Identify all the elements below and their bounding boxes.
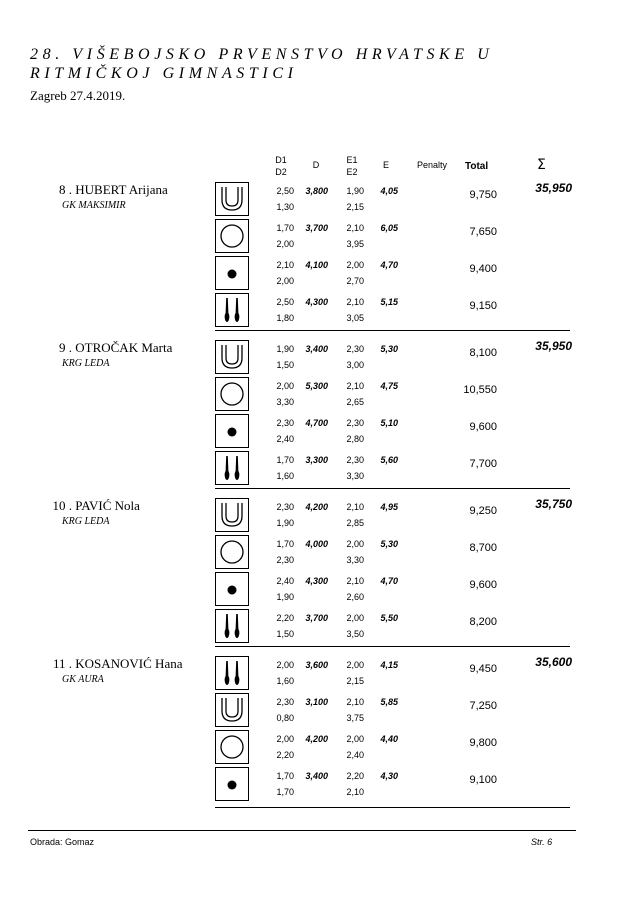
routine-row bbox=[0, 656, 629, 690]
score-e: 5,30 bbox=[380, 344, 398, 354]
athlete-all-around-total: 35,750 bbox=[535, 497, 572, 511]
score-e2: 2,60 bbox=[346, 592, 364, 602]
score-d1: 2,50 bbox=[276, 186, 294, 196]
score-d: 4,300 bbox=[305, 576, 328, 586]
hoop-icon bbox=[216, 499, 248, 531]
ball-icon bbox=[216, 378, 248, 410]
score-e1: 1,90 bbox=[346, 186, 364, 196]
clubs-icon bbox=[216, 657, 248, 689]
score-e1: 2,30 bbox=[346, 344, 364, 354]
athlete-block bbox=[0, 182, 629, 342]
athlete-rank: 9 . bbox=[59, 340, 72, 355]
score-d1: 2,30 bbox=[276, 418, 294, 428]
score-e2: 3,30 bbox=[346, 471, 364, 481]
score-e2: 3,00 bbox=[346, 360, 364, 370]
apparatus-box bbox=[215, 293, 249, 327]
score-e1: 2,10 bbox=[346, 297, 364, 307]
score-total: 9,250 bbox=[469, 505, 497, 517]
footer-left: Obrada: Gomaz bbox=[30, 837, 95, 847]
score-d2: 2,40 bbox=[276, 434, 294, 444]
apparatus-box bbox=[215, 498, 249, 532]
score-e: 4,15 bbox=[380, 660, 398, 670]
score-e: 4,70 bbox=[380, 576, 398, 586]
score-e: 5,50 bbox=[380, 613, 398, 623]
ball-icon bbox=[216, 536, 248, 568]
athlete-name: OTROČAK Marta bbox=[75, 340, 173, 355]
score-d1: 2,40 bbox=[276, 576, 294, 586]
rope-icon bbox=[216, 768, 248, 800]
apparatus-box bbox=[215, 656, 249, 690]
score-d1: 2,00 bbox=[276, 734, 294, 744]
score-d: 3,100 bbox=[305, 697, 328, 707]
score-total: 7,700 bbox=[469, 458, 497, 470]
routine-row bbox=[0, 693, 629, 727]
score-d: 3,700 bbox=[305, 223, 328, 233]
header-penalty: Penalty bbox=[416, 160, 448, 170]
score-total: 9,750 bbox=[469, 189, 497, 201]
score-e2: 2,70 bbox=[346, 276, 364, 286]
score-total: 9,100 bbox=[469, 774, 497, 786]
score-e2: 3,75 bbox=[346, 713, 364, 723]
event-date: Zagreb 27.4.2019. bbox=[30, 88, 126, 103]
athlete-all-around-total: 35,600 bbox=[535, 655, 572, 669]
athlete-block bbox=[0, 498, 629, 658]
athlete-divider bbox=[215, 807, 570, 808]
score-d2: 1,50 bbox=[276, 629, 294, 639]
score-d1: 1,70 bbox=[276, 539, 294, 549]
score-d2: 1,90 bbox=[276, 518, 294, 528]
score-d2: 2,20 bbox=[276, 750, 294, 760]
rope-icon bbox=[216, 257, 248, 289]
score-e1: 2,10 bbox=[346, 576, 364, 586]
footer-divider bbox=[28, 830, 576, 831]
score-d1: 2,50 bbox=[276, 297, 294, 307]
routine-row bbox=[0, 535, 629, 569]
score-d: 3,400 bbox=[305, 771, 328, 781]
header-total: Total bbox=[465, 161, 489, 172]
apparatus-box bbox=[215, 767, 249, 801]
score-d2: 1,70 bbox=[276, 787, 294, 797]
athlete-block bbox=[0, 340, 629, 500]
score-d1: 2,30 bbox=[276, 502, 294, 512]
score-d: 3,600 bbox=[305, 660, 328, 670]
routine-row bbox=[0, 451, 629, 485]
routine-row bbox=[0, 572, 629, 606]
header-sum: Σ bbox=[537, 157, 546, 173]
score-total: 8,700 bbox=[469, 542, 497, 554]
score-e: 4,95 bbox=[380, 502, 398, 512]
athlete-name: HUBERT Arijana bbox=[75, 182, 168, 197]
athlete-rank: 11 . bbox=[52, 656, 72, 671]
score-e2: 2,85 bbox=[346, 518, 364, 528]
score-e: 6,05 bbox=[380, 223, 398, 233]
routine-row bbox=[0, 182, 629, 216]
score-total: 7,250 bbox=[469, 700, 497, 712]
score-d1: 1,70 bbox=[276, 455, 294, 465]
score-d: 4,000 bbox=[305, 539, 328, 549]
hoop-icon bbox=[216, 183, 248, 215]
athlete-name: PAVIĆ Nola bbox=[75, 498, 140, 513]
score-d: 4,100 bbox=[305, 260, 328, 270]
score-e: 4,05 bbox=[380, 186, 398, 196]
score-e2: 2,65 bbox=[346, 397, 364, 407]
score-e: 4,75 bbox=[380, 381, 398, 391]
header-d2: D2 bbox=[275, 167, 287, 177]
score-d1: 2,20 bbox=[276, 613, 294, 623]
score-e: 5,10 bbox=[380, 418, 398, 428]
score-e2: 2,80 bbox=[346, 434, 364, 444]
athlete-divider bbox=[215, 488, 570, 489]
routine-row bbox=[0, 377, 629, 411]
score-d: 4,200 bbox=[305, 734, 328, 744]
score-total: 7,650 bbox=[469, 226, 497, 238]
routine-row bbox=[0, 256, 629, 290]
score-e2: 3,05 bbox=[346, 313, 364, 323]
apparatus-box bbox=[215, 535, 249, 569]
score-total: 8,200 bbox=[469, 616, 497, 628]
score-e: 5,30 bbox=[380, 539, 398, 549]
score-e1: 2,00 bbox=[346, 613, 364, 623]
athlete-club: KRG LEDA bbox=[62, 358, 110, 369]
apparatus-box bbox=[215, 451, 249, 485]
score-e2: 2,15 bbox=[346, 676, 364, 686]
score-e: 4,70 bbox=[380, 260, 398, 270]
score-total: 8,100 bbox=[469, 347, 497, 359]
score-total: 9,150 bbox=[469, 300, 497, 312]
score-e1: 2,30 bbox=[346, 418, 364, 428]
score-d2: 2,00 bbox=[276, 276, 294, 286]
score-e2: 2,15 bbox=[346, 202, 364, 212]
score-e1: 2,00 bbox=[346, 260, 364, 270]
score-d2: 1,80 bbox=[276, 313, 294, 323]
score-total: 9,800 bbox=[469, 737, 497, 749]
header-e2: E2 bbox=[346, 167, 358, 177]
score-e1: 2,20 bbox=[346, 771, 364, 781]
header-e: E bbox=[382, 160, 389, 170]
title-line-1: 28. VIŠEBOJSKO PRVENSTVO HRVATSKE U bbox=[30, 46, 494, 63]
score-d1: 2,00 bbox=[276, 660, 294, 670]
score-total: 9,400 bbox=[469, 263, 497, 275]
title-line-2: RITMIČKOJ GIMNASTICI bbox=[30, 65, 298, 82]
athlete-club: GK AURA bbox=[62, 674, 104, 685]
athlete-all-around-total: 35,950 bbox=[535, 339, 572, 353]
score-d1: 1,70 bbox=[276, 771, 294, 781]
routine-row bbox=[0, 340, 629, 374]
score-e1: 2,00 bbox=[346, 660, 364, 670]
routine-row bbox=[0, 414, 629, 448]
clubs-icon bbox=[216, 452, 248, 484]
apparatus-box bbox=[215, 693, 249, 727]
ball-icon bbox=[216, 220, 248, 252]
score-total: 9,600 bbox=[469, 579, 497, 591]
score-e2: 3,95 bbox=[346, 239, 364, 249]
score-d2: 1,60 bbox=[276, 676, 294, 686]
score-d: 3,300 bbox=[305, 455, 328, 465]
apparatus-box bbox=[215, 256, 249, 290]
score-total: 9,450 bbox=[469, 663, 497, 675]
rope-icon bbox=[216, 415, 248, 447]
apparatus-box bbox=[215, 609, 249, 643]
athlete-rank: 10 . bbox=[52, 498, 72, 513]
score-d2: 2,30 bbox=[276, 555, 294, 565]
score-e1: 2,00 bbox=[346, 734, 364, 744]
score-e: 4,30 bbox=[380, 771, 398, 781]
score-e: 4,40 bbox=[380, 734, 398, 744]
athlete-club: GK MAKSIMIR bbox=[62, 200, 126, 211]
athlete-divider bbox=[215, 646, 570, 647]
score-d1: 2,00 bbox=[276, 381, 294, 391]
score-d: 5,300 bbox=[305, 381, 328, 391]
apparatus-box bbox=[215, 414, 249, 448]
apparatus-box bbox=[215, 182, 249, 216]
routine-row bbox=[0, 498, 629, 532]
score-d2: 1,90 bbox=[276, 592, 294, 602]
rope-icon bbox=[216, 573, 248, 605]
header-d: D bbox=[312, 160, 320, 170]
hoop-icon bbox=[216, 694, 248, 726]
score-d2: 2,00 bbox=[276, 239, 294, 249]
score-d2: 1,50 bbox=[276, 360, 294, 370]
score-e: 5,15 bbox=[380, 297, 398, 307]
score-e1: 2,10 bbox=[346, 697, 364, 707]
score-e1: 2,30 bbox=[346, 455, 364, 465]
score-d: 3,800 bbox=[305, 186, 328, 196]
routine-row bbox=[0, 767, 629, 801]
score-e: 5,60 bbox=[380, 455, 398, 465]
score-d: 3,700 bbox=[305, 613, 328, 623]
score-d1: 1,90 bbox=[276, 344, 294, 354]
header-e1: E1 bbox=[346, 155, 358, 165]
apparatus-box bbox=[215, 572, 249, 606]
athlete-rank: 8 . bbox=[59, 182, 72, 197]
score-e2: 2,10 bbox=[346, 787, 364, 797]
score-d2: 1,30 bbox=[276, 202, 294, 212]
routine-row bbox=[0, 219, 629, 253]
score-e2: 3,30 bbox=[346, 555, 364, 565]
athlete-all-around-total: 35,950 bbox=[535, 181, 572, 195]
score-d: 4,200 bbox=[305, 502, 328, 512]
apparatus-box bbox=[215, 219, 249, 253]
score-e: 5,85 bbox=[380, 697, 398, 707]
athlete-divider bbox=[215, 330, 570, 331]
score-e1: 2,10 bbox=[346, 381, 364, 391]
routine-row bbox=[0, 730, 629, 764]
score-total: 9,600 bbox=[469, 421, 497, 433]
score-d: 4,300 bbox=[305, 297, 328, 307]
score-d: 4,700 bbox=[305, 418, 328, 428]
clubs-icon bbox=[216, 294, 248, 326]
score-e2: 2,40 bbox=[346, 750, 364, 760]
score-d: 3,400 bbox=[305, 344, 328, 354]
apparatus-box bbox=[215, 377, 249, 411]
routine-row bbox=[0, 293, 629, 327]
ball-icon bbox=[216, 731, 248, 763]
score-d1: 2,30 bbox=[276, 697, 294, 707]
score-e1: 2,10 bbox=[346, 502, 364, 512]
apparatus-box bbox=[215, 730, 249, 764]
athlete-block bbox=[0, 656, 629, 816]
header-d1: D1 bbox=[275, 155, 287, 165]
score-d2: 3,30 bbox=[276, 397, 294, 407]
athlete-name: KOSANOVIĆ Hana bbox=[75, 656, 183, 671]
score-e1: 2,10 bbox=[346, 223, 364, 233]
footer-page: Str. 6 bbox=[531, 837, 553, 847]
score-e1: 2,00 bbox=[346, 539, 364, 549]
score-d1: 2,10 bbox=[276, 260, 294, 270]
score-d2: 0,80 bbox=[276, 713, 294, 723]
routine-row bbox=[0, 609, 629, 643]
athlete-club: KRG LEDA bbox=[62, 516, 110, 527]
hoop-icon bbox=[216, 341, 248, 373]
score-d1: 1,70 bbox=[276, 223, 294, 233]
score-e2: 3,50 bbox=[346, 629, 364, 639]
clubs-icon bbox=[216, 610, 248, 642]
apparatus-box bbox=[215, 340, 249, 374]
score-d2: 1,60 bbox=[276, 471, 294, 481]
score-total: 10,550 bbox=[463, 384, 497, 396]
